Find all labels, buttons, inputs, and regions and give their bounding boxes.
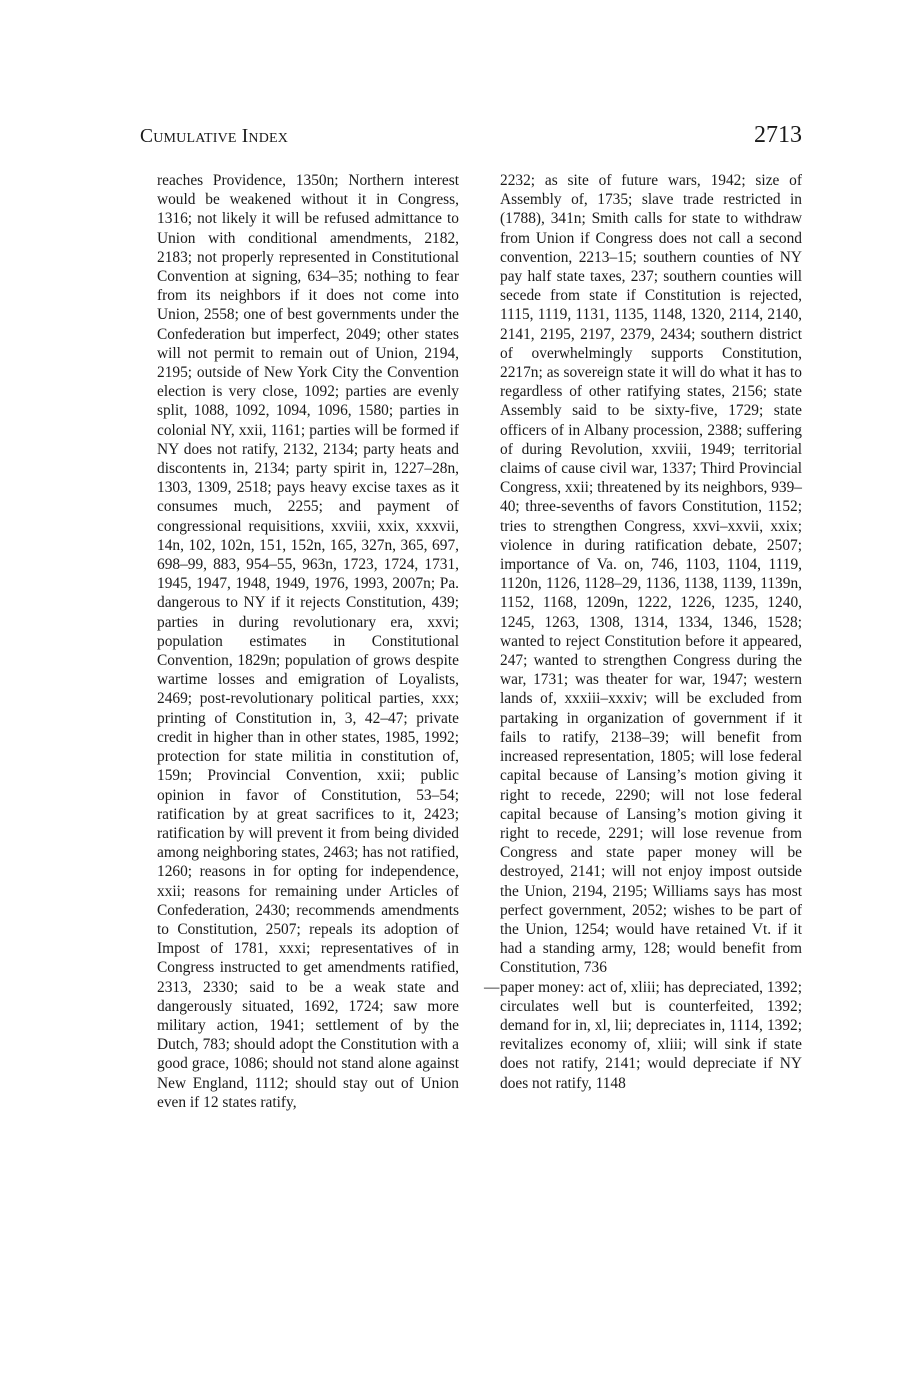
page-header <box>140 122 802 158</box>
index-column-left <box>157 171 459 1112</box>
entry-text: 2232; as site of future wars, 1942; size of Assembly of, 1735; slave trade restricted in (1788), 341n; Smith calls for state to withdraw from Union if Congress does not call a second convention, 2213–15; southern counties of NY pay half state taxes, 237; southern counties will secede from state if Constitution is rejected, 1115, 1119, 1131, 1135, 1148, 1320, 2114, 2140, 2141, 2195, 2197, 2379, 2434; southern district of overwhelmingly supports Constitution, 2217n; as sovereign state it will do what it has to regardless of other ratifying states, 2156; state Assembly said to be sixty-five, 1729; state officers of in Albany procession, 2388; suffering of during Revolution, xxviii, 1949; territorial claims of cause civil war, 1337; Third Provincial Congress, xxii; threatened by its neighbors, 939–40; three-sevenths of favors Constitution, 1152; tries to strengthen Congress, xxvi–xxvii, xxix; violence in during ratification debate, 2507; importance of Va. on, 746, 1103, 1104, 1119, 1120n, 1126, 1128–29, 1136, 1138, 1139, 1139n, 1152, 1168, 1209n, 1222, 1226, 1235, 1240, 1245, 1263, 1308, 1314, 1334, 1346, 1528; wanted to reject Constitution before it appeared, 247; wanted to strengthen Congress during the war, 1731; was theater for war, 1947; western lands of, xxxiii–xxxiv; will be excluded from partaking in organization of government if it fails to ratify, 2138–39; will benefit from increased representation, 1805; will lose federal capital because of Lansing’s motion giving it right to recede, 2290; will not lose federal capital because of Lansing’s motion giving it right to recede, 2291; will lose revenue from Congress and state paper money will be destroyed, 2141; will not enjoy impost outside the Union, 2194, 2195; Williams says has most perfect government, 2052; wishes to be part of the Union, 1254; would have retained Vt. if it had a standing army, 128; would benefit from Constitution, 736 <box>500 172 802 977</box>
subentry-text: paper money: act of, xliii; has depreciated, 1392; circulates well but is counterfeited, 1392; demand for in, xl, lii; depreciates in, 1114, 1392; revitalizes economy of, xliii; will sink if state does not ratify, 2141; would depreciate if NY does not ratify, 1148 <box>500 978 802 1092</box>
index-subentry-paper-money <box>484 978 802 1093</box>
index-entry-continuation <box>157 171 459 1112</box>
index-entry-continuation <box>500 171 802 978</box>
page-number: 2713 <box>754 122 802 148</box>
running-head: Cumulative Index <box>140 126 289 147</box>
subentry-dash: — <box>484 978 500 996</box>
entry-text: reaches Providence, 1350n; Northern interest would be weakened without it in Congress, 1316; not likely it will be refused admittance to Union with conditional amendments, 2182, 2183; not properly represented in Constitutional Convention at signing, 634–35; nothing to fear from its neighbors if it does not come into Union, 2558; one of best governments under the Confederation but imperfect, 2049; other states will not permit to remain out of Union, 2194, 2195; outside of New York City the Convention election is very close, 1092; parties are evenly split, 1088, 1092, 1094, 1096, 1580; parties in colonial NY, xxii, 1161; parties will be formed if NY does not ratify, 2132, 2134; party heats and discontents in, 2134; party spirit in, 1227–28n, 1303, 1309, 2518; pays heavy excise taxes as it consumes much, 2255; and payment of congressional requisitions, xxviii, xxix, xxxvii, 14n, 102, 102n, 151, 152n, 165, 327n, 365, 697, 698–99, 883, 954–55, 963n, 1723, 1724, 1731, 1945, 1947, 1948, 1949, 1976, 1993, 2007n; Pa. dangerous to NY if it rejects Constitution, 439; parties in during revolutionary era, xxvi; population estimates in Constitutional Convention, 1829n; population of grows despite wartime losses and emigration of Loyalists, 2469; post-revolutionary political parties, xxx; printing of Constitution in, 3, 42–47; private credit in higher than in other states, 1985, 1992; protection for state militia in constitution of, 159n; Provincial Convention, xxii; public opinion in favor of Constitution, 53–54; ratification by at great sacrifices to it, 2423; ratification by will prevent it from being divided among neighboring states, 2463; has not ratified, 1260; reasons in for opting for independence, xxii; reasons for remaining under Articles of Confederation, 2430; recommends amendments to Constitution, 2507; repeals its adoption of Impost of 1781, xxxi; representatives of in Congress instructed to get amendments ratified, 2313, 2330; said to be a weak state and dangerously situated, 1692, 1724; saw more military action, 1941; settlement of by the Dutch, 783; should adopt the Constitution with a good grace, 1086; should not stand alone against New England, 1112; should stay out of Union even if 12 states ratify, <box>157 172 459 1111</box>
index-column-right <box>484 171 802 1093</box>
